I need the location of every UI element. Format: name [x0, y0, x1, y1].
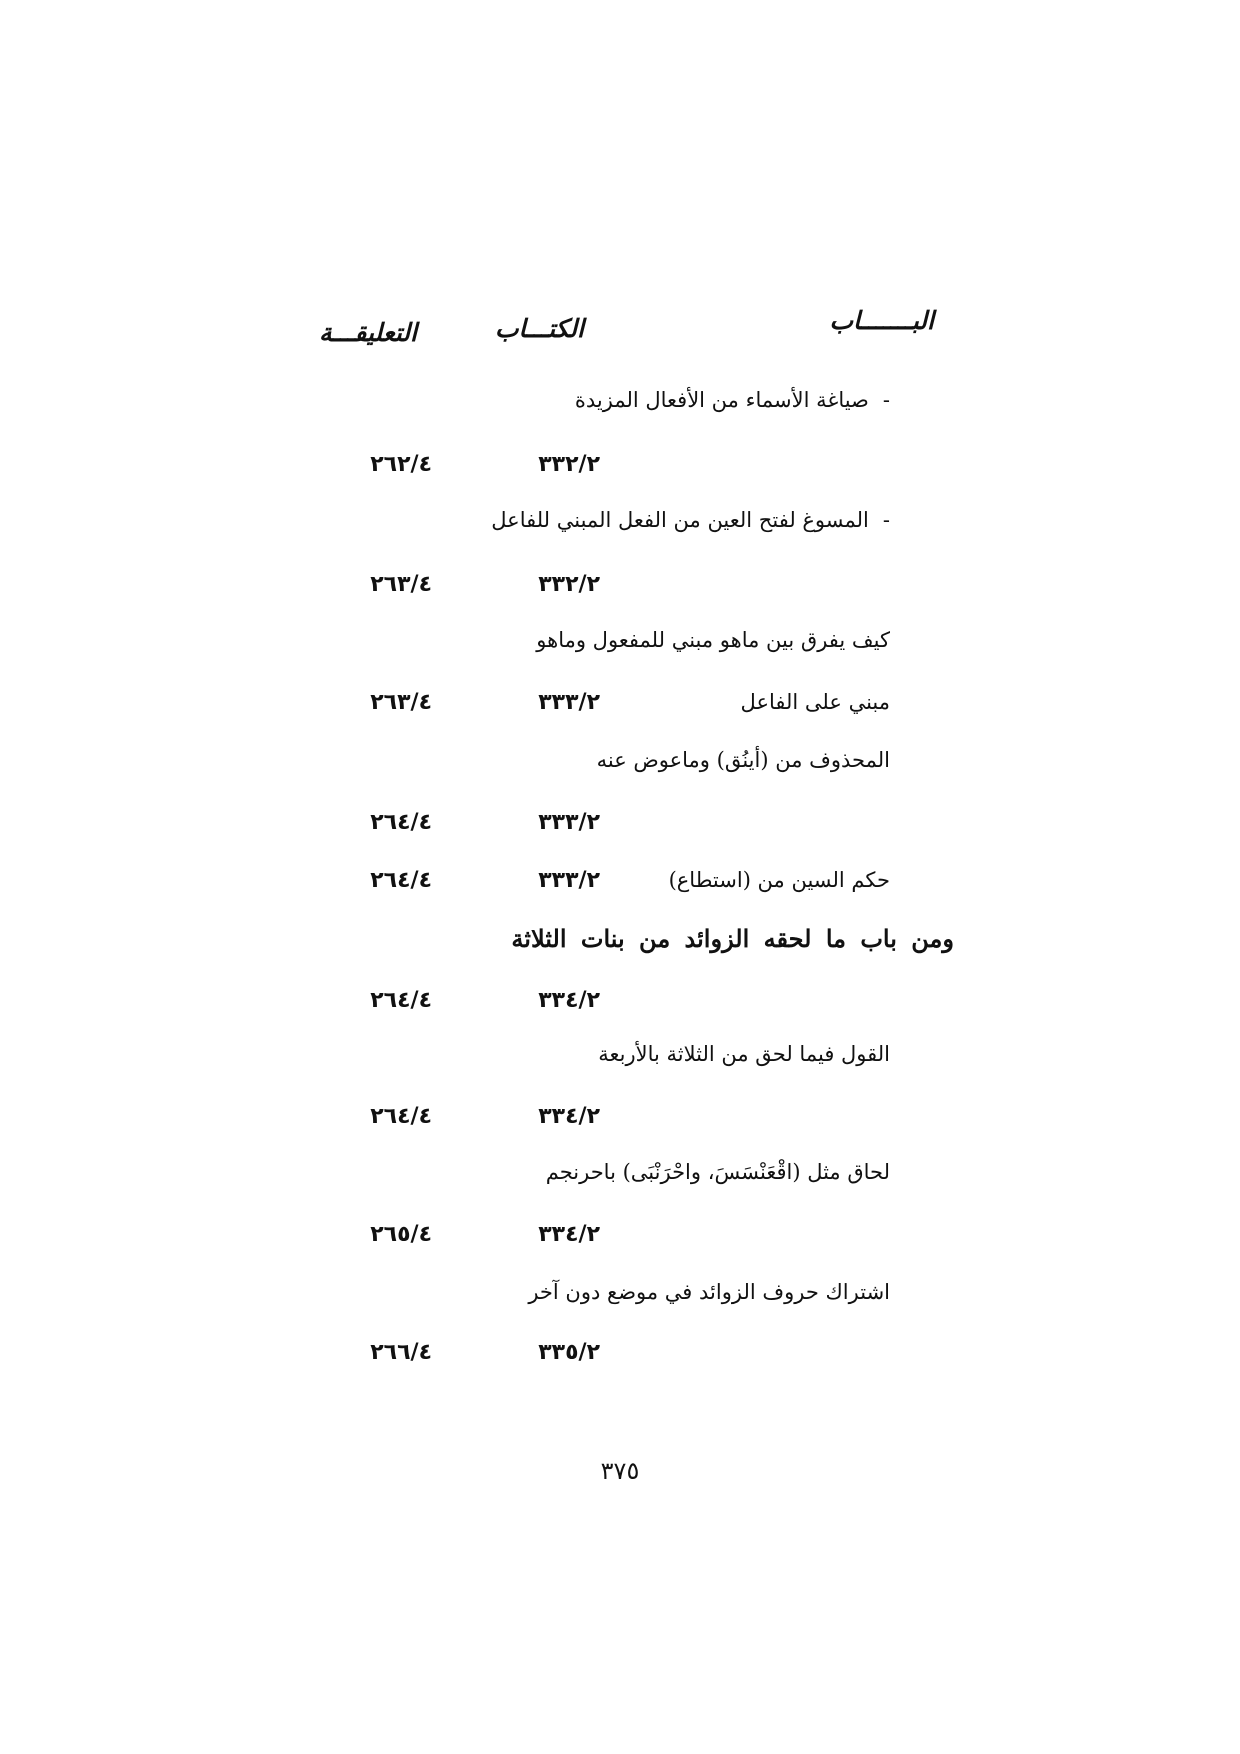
- topic-text: اشتراك حروف الزوائد في موضع دون آخر: [528, 1280, 890, 1304]
- taliqa-ref: ٢٦٥/٤: [370, 1222, 432, 1247]
- dash-marker: -: [882, 388, 890, 412]
- topic-text: حكم السين من (استطاع): [668, 868, 890, 892]
- taliqa-ref: ٢٦٢/٤: [370, 452, 432, 477]
- taliqa-ref: ٢٦٦/٤: [370, 1340, 432, 1365]
- taliqa-ref: ٢٦٣/٤: [370, 690, 432, 715]
- dash-marker: -: [882, 508, 890, 532]
- taliqa-ref: ٢٦٤/٤: [370, 868, 432, 893]
- page-number: ٣٧٥: [600, 1457, 640, 1485]
- topic-text: صياغة الأسماء من الأفعال المزيدة: [574, 388, 869, 412]
- taliqa-ref: ٢٦٣/٤: [370, 572, 432, 597]
- section-heading: ومن باب ما لحقه الزوائد من بنات الثلاثة: [511, 924, 954, 953]
- taliqa-ref: ٢٦٤/٤: [370, 810, 432, 835]
- taliqa-ref: ٢٦٤/٤: [370, 988, 432, 1013]
- kitab-ref: ٣٣٤/٢: [538, 1222, 600, 1247]
- kitab-ref: ٣٣٤/٢: [538, 1104, 600, 1129]
- header-taliqa: التعليقـــة: [318, 318, 417, 347]
- list-item: [575, 388, 890, 412]
- header-bab: البـــــــاب: [829, 306, 934, 335]
- kitab-ref: ٣٣٤/٢: [538, 988, 600, 1013]
- topic-text: المسوغ لفتح العين من الفعل المبني للفاعل: [491, 508, 869, 532]
- kitab-ref: ٣٣٥/٢: [538, 1340, 600, 1365]
- kitab-ref: ٣٣٣/٢: [538, 810, 600, 835]
- topic-text: المحذوف من (أينُق) وماعوض عنه: [596, 748, 890, 772]
- header-kitab: الكتـــاب: [494, 314, 584, 343]
- list-item: [491, 508, 890, 532]
- kitab-ref: ٣٣٣/٢: [538, 690, 600, 715]
- topic-text: القول فيما لحق من الثلاثة بالأربعة: [598, 1042, 890, 1066]
- kitab-ref: ٣٣٣/٢: [538, 868, 600, 893]
- taliqa-ref: ٢٦٤/٤: [370, 1104, 432, 1129]
- kitab-ref: ٣٣٢/٢: [538, 452, 600, 477]
- topic-text: كيف يفرق بين ماهو مبني للمفعول وماهو: [536, 628, 890, 652]
- topic-text: مبني على الفاعل: [740, 690, 890, 714]
- topic-text: لحاق مثل (اقْعَنْسَسَ، واحْرَنْبَى) باحرنجم: [545, 1160, 890, 1184]
- kitab-ref: ٣٣٢/٢: [538, 572, 600, 597]
